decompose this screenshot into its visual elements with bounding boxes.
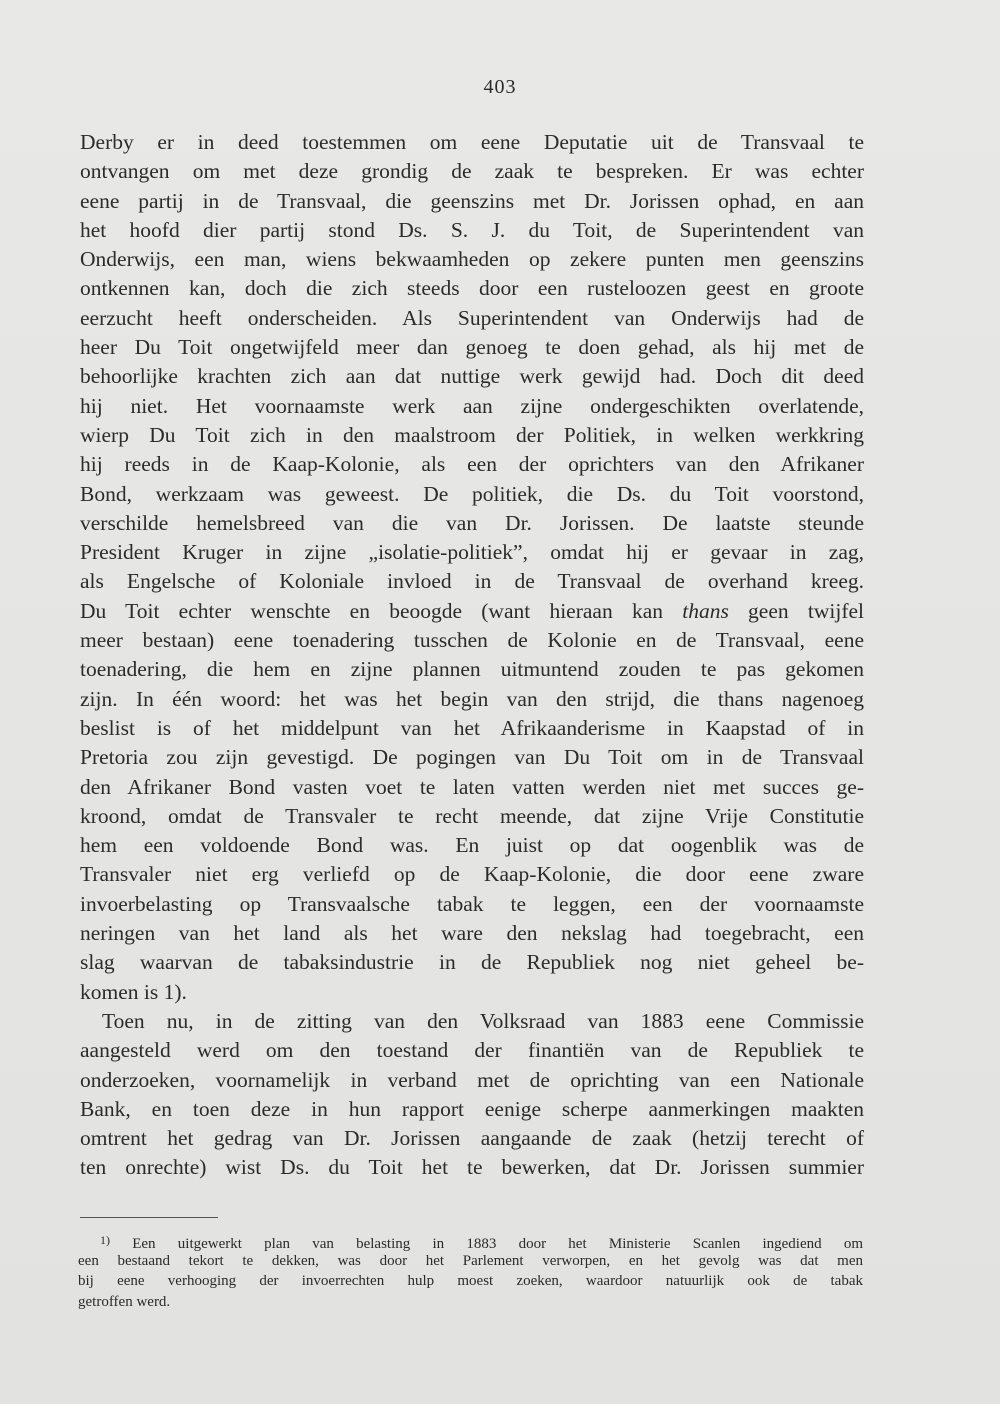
text-line: Du Toit echter wenschte en beoogde (want hieraan kan thans geen twijfel [80,598,864,623]
footnote-divider [80,1217,218,1218]
text-line: Bond, werkzaam was geweest. De politiek, die Ds. du Toit voorstond, [80,481,864,506]
text-line: slag waarvan de tabaksindustrie in de Republiek nog niet geheel be- [80,950,864,975]
text-line: eene partij in de Transvaal, die geenszins met Dr. Jorissen ophad, en aan [80,188,864,213]
text-line: behoorlijke krachten zich aan dat nuttige werk gewijd had. Doch dit deed [80,364,864,389]
text-line: Pretoria zou zijn gevestigd. De pogingen van Du Toit om in de Transvaal [80,745,864,770]
text-line: den Afrikaner Bond vasten voet te laten vatten werden niet met succes ge- [80,774,864,799]
footnote-text: Een uitgewerkt plan van belasting in 1883 door het Ministerie Scanlen ingediend om [132,1236,863,1252]
footnote-marker: 1) [100,1233,110,1247]
footnote-line: een bestaand tekort te dekken, was door het Parlement verworpen, en het gevolg was dat men [78,1252,863,1269]
main-text [80,128,864,1183]
text-line: verschilde hemelsbreed van die van Dr. Jorissen. De laatste steunde [80,510,864,535]
text-line: ontvangen om met deze grondig de zaak te bespreken. Er was echter [80,159,864,184]
text-line: hij reeds in de Kaap-Kolonie, als een der oprichters van den Afrikaner [80,452,864,477]
footnote-line [78,1230,863,1251]
text-line: meer bestaan) eene toenadering tusschen de Kolonie en de Transvaal, eene [80,628,864,653]
text-line: kroond, omdat de Transvaler te recht meende, dat zijne Vrije Constitutie [80,803,864,828]
text-line: onderzoeken, voornamelijk in verband met de oprichting van een Nationale [80,1067,864,1092]
paragraph-start-line: Toen nu, in de zitting van den Volksraad van 1883 eene Commissie [102,1008,864,1033]
text-line: hij niet. Het voornaamste werk aan zijne ondergeschikten overlatende, [80,393,864,418]
footnote [78,1230,863,1312]
text-line: Onderwijs, een man, wiens bekwaamheden op zekere punten men geenszins [80,247,864,272]
text-line: invoerbelasting op Transvaalsche tabak te leggen, een der voornaamste [80,891,864,916]
text-line: als Engelsche of Koloniale invloed in de Transvaal de overhand kreeg. [80,569,864,594]
text-line: beslist is of het middelpunt van het Afrikaanderisme in Kaapstad of in [80,715,864,740]
footnote-line: bij eene verhooging der invoerrechten hulp moest zoeken, waardoor natuurlijk ook de tabak [78,1273,863,1289]
footnote-line: getroffen werd. [78,1293,171,1310]
text-line: ten onrechte) wist Ds. du Toit het te bewerken, dat Dr. Jorissen summier [80,1155,864,1180]
paragraph-end-line: komen is 1). [80,979,187,1004]
text-line: Derby er in deed toestemmen om eene Deputatie uit de Transvaal te [80,130,864,154]
text-line: het hoofd dier partij stond Ds. S. J. du Toit, de Superintendent van [80,217,864,242]
text-line: toenadering, die hem en zijne plannen uitmuntend zouden te pas gekomen [80,657,864,682]
text-line: ontkennen kan, doch die zich steeds door een rusteloozen geest en groote [80,276,864,301]
text-line: neringen van het land als het ware den nekslag had toegebracht, een [80,921,864,946]
page-number: 403 [483,76,517,98]
text-line: eerzucht heeft onderscheiden. Als Superintendent van Onderwijs had de [80,305,864,330]
text-line: omtrent het gedrag van Dr. Jorissen aangaande de zaak (hetzij terecht of [80,1126,864,1151]
text-line: Bank, en toen deze in hun rapport eenige scherpe aanmerkingen maakten [80,1096,864,1121]
text-line: zijn. In één woord: het was het begin van den strijd, die thans nagenoeg [80,686,864,711]
text-line: wierp Du Toit zich in den maalstroom der Politiek, in welken werkkring [80,422,864,447]
text-line: President Kruger in zijne „isolatie-politiek”, omdat hij er gevaar in zag, [80,540,864,565]
italic-word: thans [682,598,729,623]
text-line: Transvaler niet erg verliefd op de Kaap-Kolonie, die door eene zware [80,862,864,887]
text-line: hem een voldoende Bond was. En juist op dat oogenblik was de [80,833,864,858]
text-line: aangesteld werd om den toestand der finantiën van de Republiek te [80,1038,864,1063]
text-line: heer Du Toit ongetwijfeld meer dan genoeg te doen gehad, als hij met de [80,335,864,360]
